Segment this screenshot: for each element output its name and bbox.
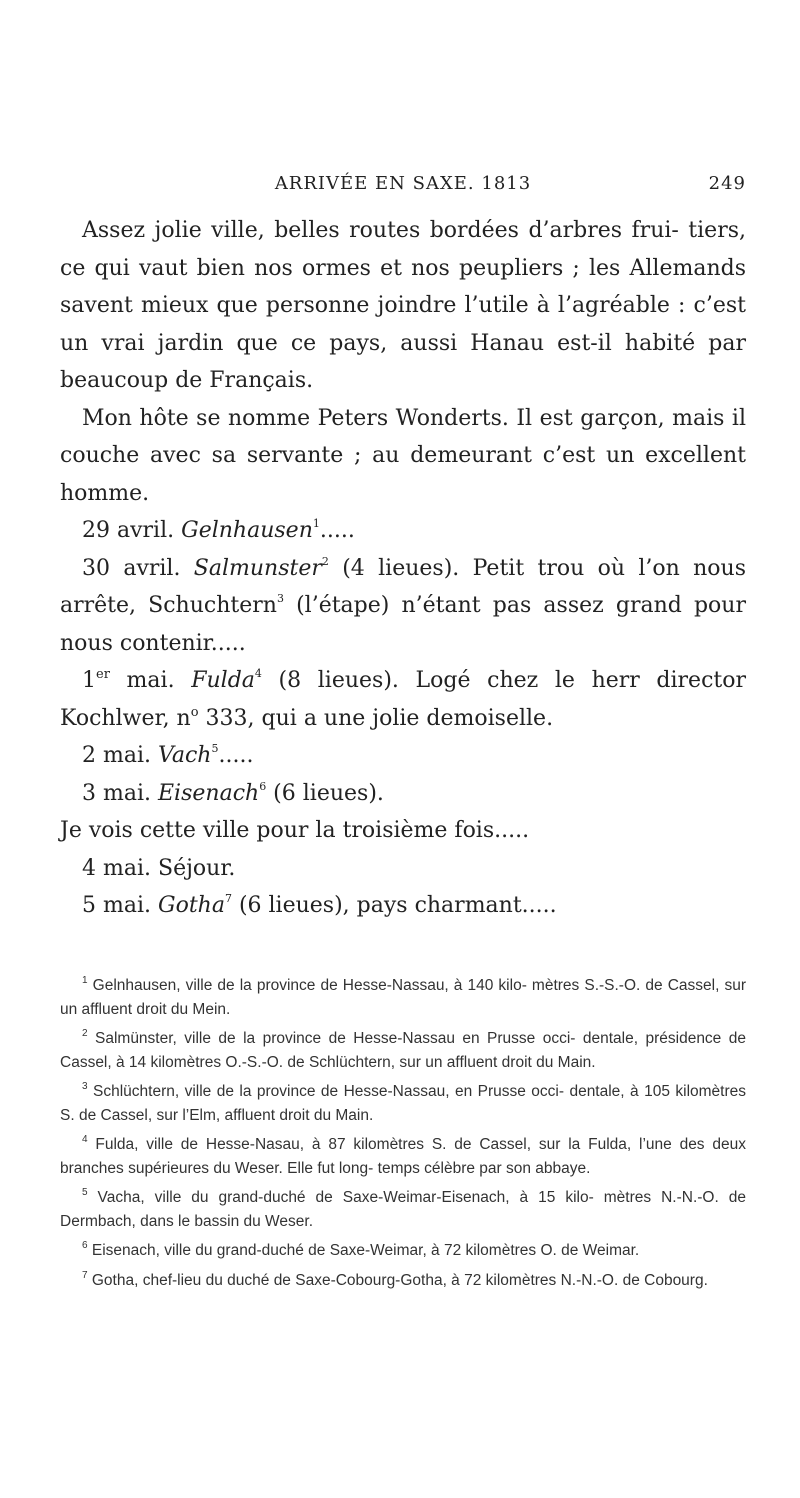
footnote-text: Schlüchtern, ville de la province de Hesse-Nassau, en Prusse occi- dentale, à 105 kilomètres S. de Cassel, sur l’Elm, affluent droit du Main. — [60, 1083, 747, 1124]
footnote — [60, 1239, 746, 1263]
running-header — [60, 173, 746, 197]
footnote — [60, 1133, 746, 1180]
entry-text: (6 lieues), pays charmant..... — [231, 893, 557, 918]
footnote-text: Eisenach, ville du grand-duché de Saxe-Weimar, à 72 kilomètres O. de Weimar. — [91, 1242, 640, 1259]
footnote-number: 5 — [82, 1187, 88, 1198]
entry-date: 4 mai. — [82, 855, 151, 881]
entry-text: (8 lieues). Logé chez le herr director Kochlwer, n — [60, 668, 747, 731]
paragraph: Assez jolie ville, belles routes bordées d’arbres frui- tiers, ce qui vaut bien nos ormes et nos peupliers ; les Allemands savent mieux que personne joindre l’utile à l’agréable : c’est un vrai jardin que ce pays, aussi Hanau est-il habité par beaucoup de Français. — [60, 218, 746, 393]
entry-date: 1 — [82, 668, 96, 693]
entry-place: Eisenach — [158, 780, 260, 806]
entry-place: Salmunster — [193, 555, 322, 581]
entry-date: mai. — [109, 668, 175, 693]
entry-text: ..... — [319, 518, 355, 543]
diary-entry — [60, 662, 746, 737]
entry-text: ..... — [218, 743, 254, 768]
footnote-number: 6 — [82, 1240, 88, 1251]
footnote-number: 3 — [82, 1081, 88, 1092]
footnote-ref: 3 — [276, 592, 284, 605]
footnotes — [60, 974, 746, 1298]
paragraph: Je vois cette ville pour la troisième fois..... — [60, 818, 530, 843]
footnote — [60, 1080, 746, 1127]
diary-entry — [60, 887, 746, 925]
footnote-ref: 5 — [211, 742, 219, 755]
footnote — [60, 1269, 746, 1293]
footnote-number: 7 — [82, 1269, 88, 1281]
footnote-text: Fulda, ville de Hesse-Nasau, à 87 kilomètres S. de Cassel, sur la Fulda, l’une des deux branches supérieures du Weser. Elle fut long- temps célèbre par son abbaye. — [60, 1136, 746, 1177]
diary-entry — [60, 850, 746, 888]
footnote-ref: 1 — [312, 517, 320, 530]
main-text — [60, 212, 746, 925]
entry-place: Gotha — [158, 893, 225, 918]
footnote-text: Gotha, chef-lieu du duché de Saxe-Cobourg-Gotha, à 72 kilomètres N.-N.-O. de Cobourg. — [91, 1271, 708, 1289]
footnote — [60, 1027, 746, 1074]
entry-text: 333, qui a une jolie demoiselle. — [198, 705, 554, 731]
footnote-number: 2 — [82, 1028, 88, 1039]
entry-text: (4 lieues). Petit trou où l’on nous arrête, Schuchtern — [60, 555, 746, 618]
footnote-number: 1 — [82, 975, 88, 986]
diary-entry — [60, 512, 746, 550]
entry-place: Gelnhausen — [181, 518, 313, 543]
footnote-ref: 4 — [254, 667, 262, 680]
ordinal-suffix: o — [190, 704, 199, 720]
entry-date: 3 mai. — [82, 780, 151, 806]
diary-entry — [60, 775, 746, 813]
entry-date: 30 avril. — [82, 555, 181, 581]
entry-date: 5 mai. — [82, 893, 151, 918]
entry-place: Vach — [158, 743, 212, 768]
entry-date: 29 avril. — [82, 518, 175, 543]
entry-place: Fulda — [191, 668, 255, 693]
entry-date: 2 mai. — [82, 743, 151, 768]
ordinal-suffix: er — [96, 667, 110, 682]
running-title: ARRIVÉE EN SAXE. 1813 — [274, 173, 532, 194]
entry-text: (6 lieues). — [266, 780, 384, 806]
footnote-text: Salmünster, ville de la province de Hesse-Nassau en Prusse occi- dentale, présidence de Cassel, à 14 kilomètres O.-S.-O. de Schlüchtern, sur un affluent droit du Main. — [60, 1030, 746, 1071]
entry-text: (l’étape) n’étant pas assez grand pour nous contenir..... — [60, 593, 746, 656]
page-number: 249 — [708, 173, 746, 194]
footnote-ref: 2 — [321, 554, 329, 568]
paragraph: Mon hôte se nomme Peters Wonderts. Il est garçon, mais il couche avec sa servante ; au demeurant c’est un excellent homme. — [60, 405, 746, 506]
diary-entry — [60, 550, 746, 663]
footnote-text: Gelnhausen, ville de la province de Hesse-Nassau, à 140 kilo- mètres S.-S.-O. de Cassel, sur un affluent droit du Mein. — [60, 977, 746, 1018]
footnote-text: Vacha, ville du grand-duché de Saxe-Weimar-Eisenach, à 15 kilo- mètres N.-N.-O. de Dermbach, dans le bassin du Weser. — [60, 1189, 746, 1230]
diary-entry — [60, 737, 746, 775]
footnote — [60, 1186, 746, 1233]
footnote-number: 4 — [82, 1134, 88, 1145]
footnote-ref: 7 — [224, 892, 232, 905]
footnote — [60, 974, 746, 1021]
footnote-ref: 6 — [259, 779, 267, 793]
entry-text: Séjour. — [158, 855, 236, 881]
